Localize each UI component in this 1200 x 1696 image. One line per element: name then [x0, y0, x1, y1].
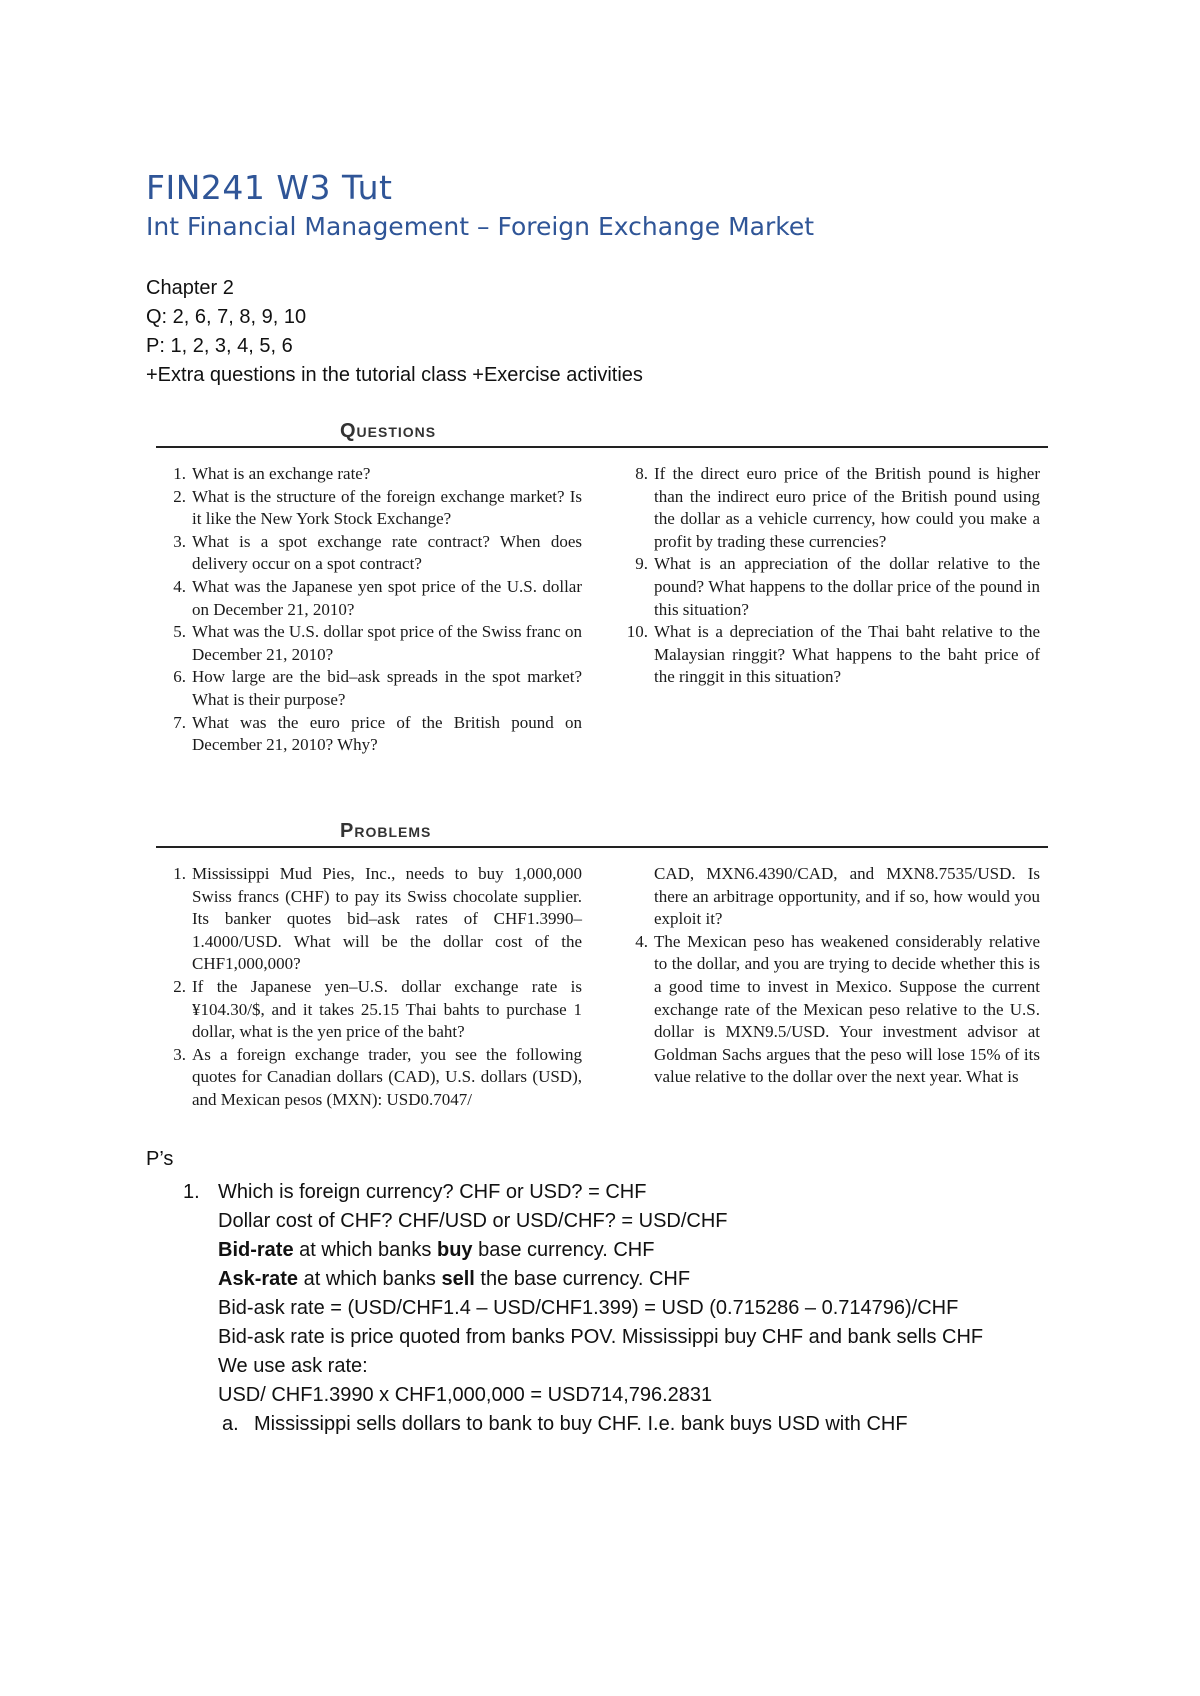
chapter-line: Chapter 2 — [146, 277, 234, 299]
problem-item — [620, 931, 1040, 1089]
question-item — [620, 553, 1040, 621]
question-item-text: What was the Japanese yen spot price of the U.S. dollar on December 21, 2010? — [192, 576, 582, 619]
problems-assigned-line: P: 1, 2, 3, 4, 5, 6 — [146, 335, 293, 357]
question-item-number: 4. — [173, 576, 186, 596]
answer-line: 1. Which is foreign currency? CHF or USD? = CHF — [183, 1178, 983, 1207]
question-item-number: 6. — [173, 667, 186, 687]
question-item-text: What was the U.S. dollar spot price of the Swiss franc on December 21, 2010? — [192, 622, 582, 664]
problem-item-text: The Mexican peso has weakened considerably relative to the dollar, and you are trying to decide whether this is a good time to invest in Mexico. Suppose the current exchange rate of the Mexican peso relative to the U.S. dollar is MXN9.5/USD. Your investment advisor at Goldman Sachs argues that the peso will lose 15% of its value relative to the dollar over the next year. What is — [654, 931, 1040, 1087]
question-item — [158, 486, 582, 531]
answer-line: We use ask rate: — [218, 1355, 368, 1377]
answer-line: Bid-ask rate = (USD/CHF1.4 – USD/CHF1.399) = USD (0.715286 – 0.714796)/CHF — [218, 1297, 959, 1319]
questions-divider — [156, 446, 1048, 448]
problems-right-column — [620, 863, 1040, 1089]
question-item — [620, 463, 1040, 553]
problem-item — [158, 976, 582, 1044]
document-title: FIN241 W3 Tut — [146, 168, 393, 207]
question-item-number: 3. — [173, 531, 186, 551]
question-item-text: What is an appreciation of the dollar relative to the pound? What happens to the dollar price of the pound in this situation? — [654, 554, 1040, 619]
problems-left-column — [158, 863, 582, 1112]
question-item-text: What was the euro price of the British pound on December 21, 2010? Why? — [192, 712, 582, 755]
problem-3-continuation: CAD, MXN6.4390/CAD, and MXN8.7535/USD. Is there an arbitrage opportunity, and if so, how would you exploit it? — [654, 864, 1040, 929]
problem-item-number: 2. — [173, 976, 186, 996]
question-item — [158, 712, 582, 757]
question-item-number: 5. — [173, 622, 186, 642]
question-item-text: What is a spot exchange rate contract? When does delivery occur on a spot contract? — [192, 531, 582, 574]
question-item-number: 9. — [635, 554, 648, 574]
answer-subitem: a. Mississippi sells dollars to bank to buy CHF. I.e. bank buys USD with CHF — [222, 1413, 908, 1435]
bid-rate-term: Bid-rate — [218, 1239, 294, 1261]
question-item-text: What is the structure of the foreign exchange market? Is it like the New York Stock Exchange? — [192, 486, 582, 529]
document-subtitle: Int Financial Management – Foreign Exchange Market — [146, 212, 815, 241]
problem-item-text: As a foreign exchange trader, you see the following quotes for Canadian dollars (CAD), U.S. dollars (USD), and Mexican pesos (MXN): USD0.7047/ — [192, 1044, 582, 1109]
question-item — [620, 621, 1040, 689]
answer-line: Dollar cost of CHF? CHF/USD or USD/CHF? = USD/CHF — [218, 1210, 728, 1232]
question-item — [158, 666, 582, 711]
answer-number: 1. — [183, 1181, 200, 1203]
question-item-number: 8. — [635, 464, 648, 483]
extra-activities-line: +Extra questions in the tutorial class +Exercise activities — [146, 364, 643, 386]
problem-item-number: 4. — [635, 931, 648, 951]
question-item-number: 10. — [626, 622, 648, 642]
question-item — [158, 576, 582, 621]
question-item — [158, 531, 582, 576]
problems-heading: Problems — [340, 820, 432, 842]
questions-left-column — [158, 463, 582, 757]
assignment-meta — [146, 274, 643, 390]
answer-line: USD/ CHF1.3990 x CHF1,000,000 = USD714,796.2831 — [218, 1384, 713, 1406]
question-item-text: What is an exchange rate? — [192, 464, 371, 483]
answers-block — [183, 1178, 983, 1439]
question-item-text: What is a depreciation of the Thai baht relative to the Malaysian ringgit? What happens to the baht price of the ringgit in this situation? — [654, 622, 1040, 687]
problems-divider — [156, 846, 1048, 848]
questions-right-column — [620, 463, 1040, 689]
problem-item-text: Mississippi Mud Pies, Inc., needs to buy 1,000,000 Swiss francs (CHF) to pay its Swiss chocolate supplier. Its banker quotes bid–ask rates of CHF1.3990–1.4000/USD. What will be the dollar cost of the CHF1,000,000? — [192, 864, 582, 974]
problem-item-number: 1. — [173, 864, 186, 883]
problem-item-text: If the Japanese yen–U.S. dollar exchange rate is ¥104.30/$, and it takes 25.15 Thai bahts to purchase 1 dollar, what is the yen price of the baht? — [192, 976, 582, 1042]
question-item-number: 7. — [173, 712, 186, 732]
question-item-number: 2. — [173, 486, 186, 506]
problem-item — [158, 1044, 582, 1112]
answer-line: Ask-rate at which banks sell the base currency. CHF — [218, 1268, 691, 1290]
question-item — [158, 621, 582, 666]
answers-label: P’s — [146, 1148, 174, 1170]
problem-item-number: 3. — [173, 1044, 186, 1064]
question-item-text: If the direct euro price of the British pound is higher than the indirect euro price of the British pound using the dollar as a vehicle currency, how could you make a profit by trading these currencies? — [654, 464, 1040, 551]
answer-line: Bid-ask rate is price quoted from banks POV. Mississippi buy CHF and bank sells CHF — [218, 1326, 984, 1348]
question-item — [158, 463, 582, 486]
question-item-text: How large are the bid–ask spreads in the spot market? What is their purpose? — [192, 667, 582, 709]
questions-heading: Questions — [340, 420, 437, 442]
problem-item — [158, 863, 582, 976]
questions-assigned-line: Q: 2, 6, 7, 8, 9, 10 — [146, 306, 307, 328]
ask-rate-term: Ask-rate — [218, 1268, 299, 1290]
answer-line: Bid-rate at which banks buy base currency. CHF — [218, 1239, 655, 1261]
question-item-number: 1. — [173, 464, 186, 483]
